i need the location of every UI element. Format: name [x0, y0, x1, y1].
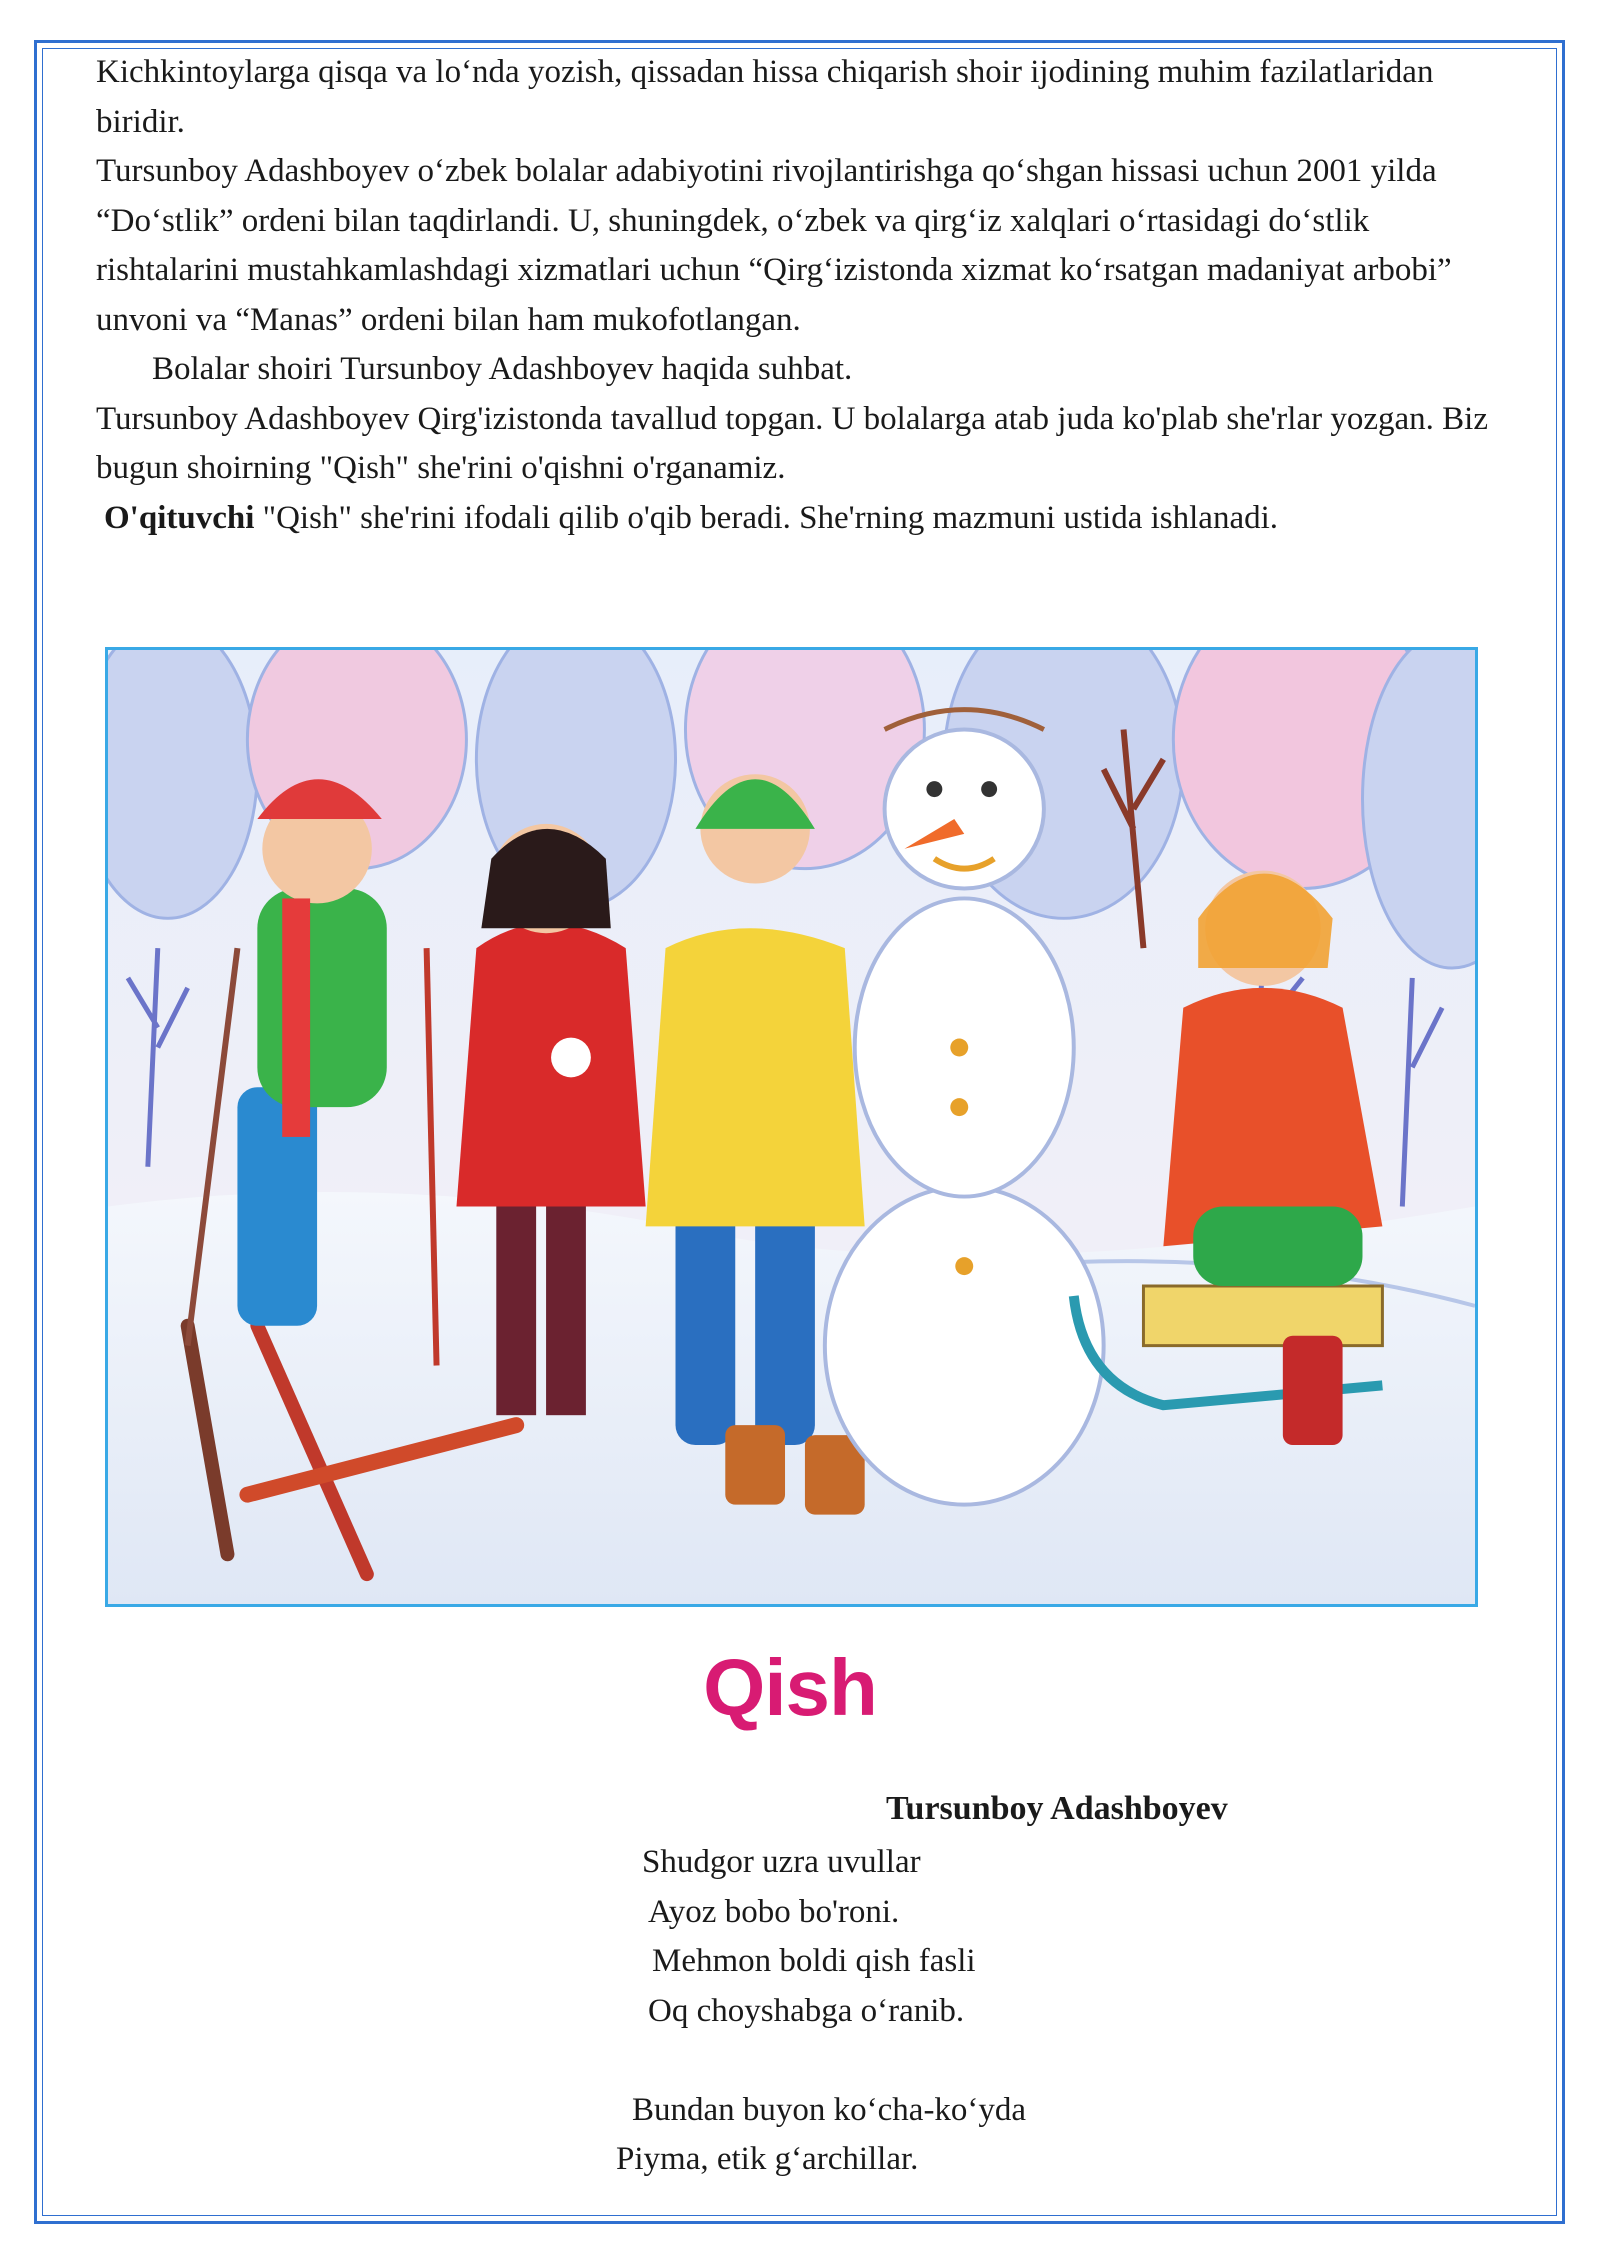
poem-title [0, 1642, 1600, 1734]
teacher-label: O'qituvchi [104, 499, 255, 536]
poem-line: Mehmon boldi qish fasli [652, 1943, 976, 1979]
poem-line: Piyma, etik g‘archillar. [616, 2141, 919, 2177]
poem-line: Oq choyshabga o‘ranib. [648, 1992, 965, 2029]
teacher-instruction [96, 494, 1506, 544]
paragraph-4: Tursunboy Adashboyev Qirg'izistonda tavallud topgan. U bolalarga atab juda ko'plab she'rlar yozgan. Biz bugun shoirning "Qish" she'rini o'qishni o'rganamiz. [96, 400, 1488, 486]
teacher-instruction-text: "Qish" she'rini ifodali qilib o'qib beradi. She'rning mazmuni ustida ishlanadi. [254, 499, 1279, 536]
paragraph-3: Bolalar shoiri Tursunboy Adashboyev haqida suhbat. [152, 351, 853, 387]
paragraph-1: Kichkintoylarga qisqa va lo‘nda yozish, qissadan hissa chiqarish shoir ijodining muhim fazilatlaridan biridir. [96, 54, 1434, 140]
paragraph-2: Tursunboy Adashboyev o‘zbek bolalar adabiyotini rivojlantirishga qo‘shgan hissasi uchun 2001 yilda “Do‘stlik” ordeni bilan taqdirlandi. U, shuningdek, o‘zbek va qirg‘iz xalqlari o‘rtasidagi do‘stlik rishtalarini mustahkamlashdagi xizmatlari uchun “Qirg‘izistonda xizmat ko‘rsatgan madaniyat arbobi” unvoni va “Manas” ordeni bilan ham mukofotlangan. [96, 153, 1452, 338]
winter-scene-drawing [108, 650, 1475, 1604]
poem-title-text: Qish [703, 1643, 877, 1732]
poem-line: Shudgor uzra uvullar [642, 1844, 921, 1880]
poem-author: Tursunboy Adashboyev [886, 1790, 1228, 1827]
poem-line: Bundan buyon ko‘cha-ko‘yda [632, 2091, 1027, 2128]
winter-illustration [105, 647, 1478, 1607]
intro-text [96, 48, 1506, 543]
poem-line: Ayoz bobo bo'roni. [648, 1893, 900, 1930]
